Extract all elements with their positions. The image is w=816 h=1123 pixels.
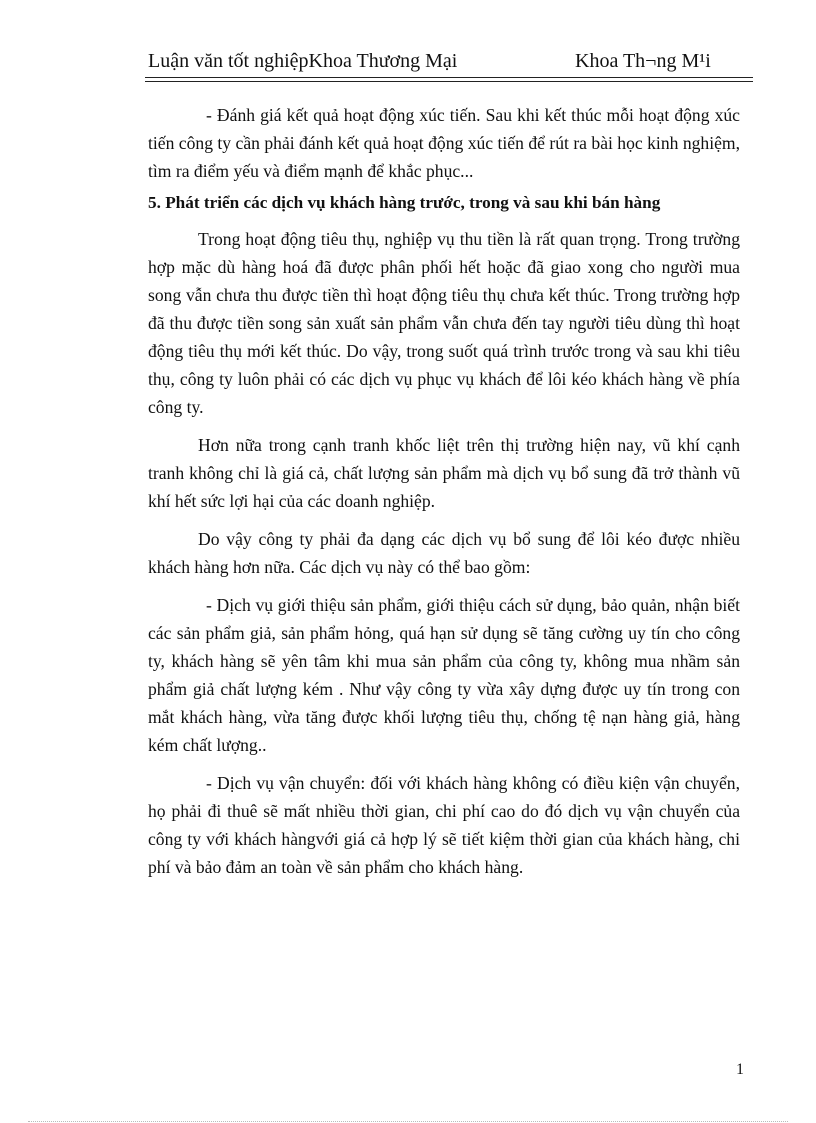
paragraph-evaluate-promotion: - Đánh giá kết quả hoạt động xúc tiến. Sau khi kết thúc mỗi hoạt động xúc tiến công ty cần phải đánh kết quả hoạt động xúc tiến để rút ra bài học kinh nghiệm, tìm ra điểm yếu và điểm mạnh để khắc phục... (148, 105, 740, 181)
page-number: 1 (736, 1061, 744, 1078)
header-faculty-name: Khoa Th¬ng M¹i (575, 50, 711, 72)
header-thesis-title: Luận văn tốt nghiệpKhoa Thương Mại (148, 50, 458, 72)
header-rule-thin (145, 81, 753, 82)
paragraph-payment-collection: Trong hoạt động tiêu thụ, nghiệp vụ thu tiền là rất quan trọng. Trong trường hợp mặc dù hàng hoá đã được phân phối hết hoặc đã giao xong cho người mua song vẫn chưa thu được tiền thì hoạt động tiêu thụ chưa kết thúc. Trong trường hợp đã thu được tiền song sản xuất sản phẩm vẫn chưa đến tay người tiêu dùng thì hoạt động tiêu thụ mới kết thúc. Do vậy, trong suốt quá trình trước trong và sau khi tiêu thụ, công ty luôn phải có các dịch vụ phục vụ khách để lôi kéo khách hàng về phía công ty. (148, 229, 740, 417)
paragraph-competition: Hơn nữa trong cạnh tranh khốc liệt trên thị trường hiện nay, vũ khí cạnh tranh không chỉ là giá cả, chất lượng sản phẩm mà dịch vụ bổ sung đã trở thành vũ khí hết sức lợi hại của các doanh nghiệp. (148, 435, 740, 511)
page-bottom-divider (28, 1121, 788, 1122)
bullet-product-introduction: - Dịch vụ giới thiệu sản phẩm, giới thiệu cách sử dụng, bảo quản, nhận biết các sản phẩm giả, sản phẩm hỏng, quá hạn sử dụng sẽ tăng cường uy tín cho công ty, khách hàng sẽ yên tâm khi mua sản phẩm của công ty, không mua nhầm sản phẩm giả chất lượng kém . Như vậy công ty vừa xây dựng được uy tín trong con mắt khách hàng, vừa tăng được khối lượng tiêu thụ, chống tệ nạn hàng giả, hàng kém chất lượng.. (148, 595, 740, 755)
page-header (148, 48, 752, 74)
section-heading: 5. Phát triển các dịch vụ khách hàng trước, trong và sau khi bán hàng (148, 193, 661, 212)
header-rule-thick (145, 77, 753, 78)
paragraph-diversify-services: Do vậy công ty phải đa dạng các dịch vụ bổ sung để lôi kéo được nhiều khách hàng hơn nữa. Các dịch vụ này có thể bao gồm: (148, 529, 740, 577)
bullet-transport-service: - Dịch vụ vận chuyển: đối với khách hàng không có điều kiện vận chuyển, họ phải đi thuê sẽ mất nhiều thời gian, chi phí cao do đó dịch vụ vận chuyển của công ty với khách hàngvới giá cả hợp lý sẽ tiết kiệm thời gian của khách hàng, chi phí và bảo đảm an toàn về sản phẩm cho khách hàng. (148, 773, 740, 877)
document-body (148, 101, 740, 881)
